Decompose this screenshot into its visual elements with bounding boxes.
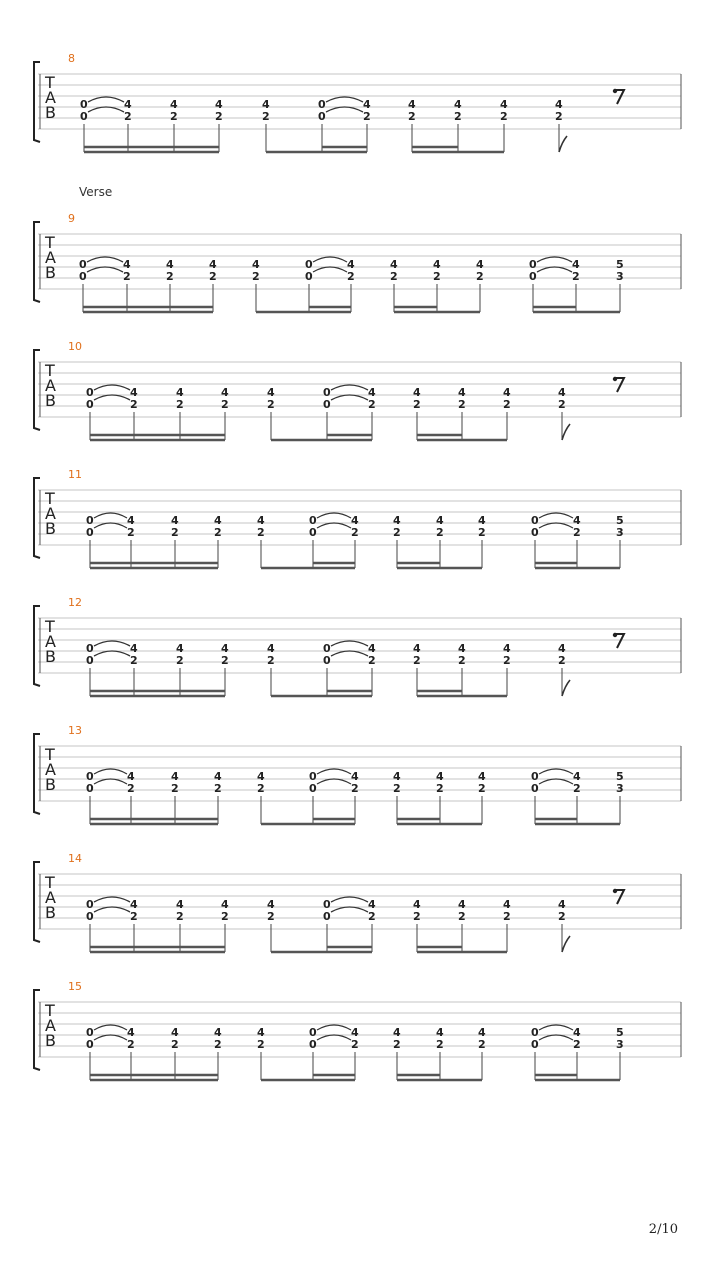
fret-number: 2 (123, 270, 131, 283)
fret-number: 2 (351, 1038, 359, 1051)
fret-number: 2 (393, 782, 401, 795)
tab-clef-letter: T (45, 745, 55, 764)
fret-number: 4 (503, 386, 511, 399)
fret-number: 2 (127, 526, 135, 539)
fret-number: 4 (436, 514, 444, 527)
fret-number: 4 (476, 258, 484, 271)
fret-number: 4 (127, 1026, 135, 1039)
fret-number: 2 (436, 782, 444, 795)
fret-number: 2 (454, 110, 462, 123)
tab-clef-letter: B (45, 263, 56, 282)
fret-number: 4 (413, 642, 421, 655)
fret-number: 4 (558, 386, 566, 399)
measure-number: 15 (68, 980, 82, 993)
fret-number: 0 (531, 782, 539, 795)
fret-number: 0 (86, 386, 94, 399)
fret-number: 4 (215, 98, 223, 111)
fret-number: 4 (214, 1026, 222, 1039)
fret-number: 0 (86, 526, 94, 539)
fret-number: 0 (86, 1026, 94, 1039)
fret-number: 3 (616, 270, 624, 283)
tab-clef-letter: T (45, 1001, 55, 1020)
fret-number: 2 (558, 398, 566, 411)
tab-clef-letter: T (45, 73, 55, 92)
fret-number: 2 (347, 270, 355, 283)
fret-number: 0 (80, 98, 88, 111)
fret-number: 4 (130, 898, 138, 911)
fret-number: 4 (558, 642, 566, 655)
fret-number: 2 (267, 910, 275, 923)
fret-number: 4 (454, 98, 462, 111)
tie-arc (94, 641, 130, 646)
fret-number: 0 (323, 898, 331, 911)
tie-arc (331, 641, 368, 646)
tab-system (34, 468, 681, 568)
fret-number: 4 (166, 258, 174, 271)
tie-arc (313, 267, 347, 272)
fret-number: 4 (413, 386, 421, 399)
fret-number: 0 (86, 398, 94, 411)
fret-number: 4 (171, 770, 179, 783)
fret-number: 0 (86, 910, 94, 923)
fret-number: 0 (323, 910, 331, 923)
tab-clef-letter: B (45, 1031, 56, 1050)
fret-number: 0 (531, 526, 539, 539)
fret-number: 2 (209, 270, 217, 283)
fret-number: 0 (86, 654, 94, 667)
fret-number: 2 (368, 398, 376, 411)
fret-number: 4 (478, 514, 486, 527)
tie-arc (94, 769, 127, 774)
fret-number: 4 (558, 898, 566, 911)
fret-number: 4 (176, 386, 184, 399)
fret-number: 4 (252, 258, 260, 271)
fret-number: 0 (323, 386, 331, 399)
fret-number: 2 (393, 526, 401, 539)
fret-number: 4 (368, 898, 376, 911)
systems-layer (34, 52, 681, 1080)
fret-number: 2 (166, 270, 174, 283)
fret-number: 2 (558, 910, 566, 923)
tab-clef-letter: B (45, 391, 56, 410)
fret-number: 4 (171, 514, 179, 527)
fret-number: 2 (503, 398, 511, 411)
measure-number: 11 (68, 468, 82, 481)
fret-number: 2 (127, 1038, 135, 1051)
tab-clef-letter: A (45, 248, 56, 267)
measure-number: 14 (68, 852, 82, 865)
tie-arc (94, 907, 130, 912)
fret-number: 2 (573, 526, 581, 539)
measure-number: 8 (68, 52, 75, 65)
fret-number: 5 (616, 514, 624, 527)
fret-number: 2 (171, 526, 179, 539)
fret-number: 2 (262, 110, 270, 123)
fret-number: 4 (257, 1026, 265, 1039)
fret-number: 4 (433, 258, 441, 271)
tab-clef-letter: A (45, 88, 56, 107)
fret-number: 2 (408, 110, 416, 123)
fret-number: 2 (572, 270, 580, 283)
fret-number: 4 (267, 642, 275, 655)
tie-arc (326, 107, 363, 112)
fret-number: 2 (478, 1038, 486, 1051)
fret-number: 0 (309, 514, 317, 527)
fret-number: 4 (368, 642, 376, 655)
fret-number: 4 (176, 898, 184, 911)
measure-number: 12 (68, 596, 82, 609)
fret-number: 0 (531, 770, 539, 783)
fret-number: 2 (433, 270, 441, 283)
fret-number: 4 (436, 1026, 444, 1039)
tab-system (34, 596, 681, 696)
fret-number: 0 (323, 398, 331, 411)
fret-number: 4 (458, 642, 466, 655)
fret-number: 4 (127, 514, 135, 527)
fret-number: 2 (413, 654, 421, 667)
fret-number: 4 (351, 770, 359, 783)
fret-number: 5 (616, 770, 624, 783)
eighth-flag (562, 424, 570, 440)
fret-number: 2 (124, 110, 132, 123)
fret-number: 2 (390, 270, 398, 283)
eighth-rest-dot (613, 633, 617, 637)
fret-number: 2 (555, 110, 563, 123)
fret-number: 4 (390, 258, 398, 271)
tie-arc (537, 257, 572, 262)
fret-number: 0 (309, 1026, 317, 1039)
tie-arc (87, 257, 123, 262)
tie-arc (326, 97, 363, 102)
fret-number: 2 (170, 110, 178, 123)
tie-arc (537, 267, 572, 272)
fret-number: 2 (221, 398, 229, 411)
tie-arc (331, 395, 368, 400)
fret-number: 4 (176, 642, 184, 655)
fret-number: 2 (257, 1038, 265, 1051)
fret-number: 2 (127, 782, 135, 795)
tab-clef-letter: A (45, 376, 56, 395)
fret-number: 2 (500, 110, 508, 123)
tab-system (34, 852, 681, 952)
eighth-flag (562, 680, 570, 696)
fret-number: 2 (267, 654, 275, 667)
fret-number: 2 (503, 910, 511, 923)
fret-number: 4 (436, 770, 444, 783)
fret-number: 4 (127, 770, 135, 783)
fret-number: 4 (351, 1026, 359, 1039)
eighth-flag (562, 936, 570, 952)
tie-arc (317, 1035, 351, 1040)
tab-clef-letter: A (45, 632, 56, 651)
fret-number: 4 (413, 898, 421, 911)
fret-number: 2 (351, 782, 359, 795)
fret-number: 2 (363, 110, 371, 123)
fret-number: 4 (573, 514, 581, 527)
tie-arc (539, 1025, 573, 1030)
fret-number: 4 (171, 1026, 179, 1039)
tab-clef-letter: B (45, 647, 56, 666)
fret-number: 0 (79, 270, 87, 283)
tie-arc (317, 769, 351, 774)
fret-number: 2 (573, 782, 581, 795)
fret-number: 2 (214, 526, 222, 539)
fret-number: 0 (309, 782, 317, 795)
fret-number: 2 (257, 782, 265, 795)
tab-system (34, 52, 681, 152)
fret-number: 4 (351, 514, 359, 527)
eighth-rest-dot (613, 89, 617, 93)
eighth-rest-dot (613, 377, 617, 381)
fret-number: 0 (305, 258, 313, 271)
eighth-rest-dot (613, 889, 617, 893)
fret-number: 4 (221, 898, 229, 911)
fret-number: 2 (503, 654, 511, 667)
tab-system (34, 980, 681, 1080)
fret-number: 4 (170, 98, 178, 111)
fret-number: 0 (86, 898, 94, 911)
tie-arc (94, 651, 130, 656)
fret-number: 0 (305, 270, 313, 283)
fret-number: 4 (572, 258, 580, 271)
fret-number: 0 (80, 110, 88, 123)
tab-clef-letter: B (45, 903, 56, 922)
fret-number: 0 (531, 1026, 539, 1039)
tie-arc (313, 257, 347, 262)
fret-number: 4 (267, 898, 275, 911)
fret-number: 2 (257, 526, 265, 539)
fret-number: 4 (214, 770, 222, 783)
fret-number: 2 (221, 910, 229, 923)
fret-number: 2 (252, 270, 260, 283)
fret-number: 0 (531, 514, 539, 527)
fret-number: 2 (215, 110, 223, 123)
fret-number: 4 (503, 642, 511, 655)
fret-number: 4 (478, 770, 486, 783)
tie-arc (94, 395, 130, 400)
fret-number: 2 (171, 1038, 179, 1051)
fret-number: 2 (267, 398, 275, 411)
fret-number: 2 (413, 910, 421, 923)
fret-number: 0 (86, 514, 94, 527)
tie-arc (539, 769, 573, 774)
fret-number: 0 (529, 258, 537, 271)
fret-number: 0 (86, 770, 94, 783)
fret-number: 0 (86, 1038, 94, 1051)
fret-number: 3 (616, 1038, 624, 1051)
fret-number: 2 (171, 782, 179, 795)
fret-number: 5 (616, 258, 624, 271)
fret-number: 4 (500, 98, 508, 111)
fret-number: 3 (616, 782, 624, 795)
fret-number: 0 (323, 654, 331, 667)
tab-clef-letter: T (45, 489, 55, 508)
tie-arc (539, 523, 573, 528)
tab-clef-letter: T (45, 873, 55, 892)
tie-arc (94, 1025, 127, 1030)
tab-clef-letter: A (45, 504, 56, 523)
fret-number: 0 (531, 1038, 539, 1051)
fret-number: 0 (86, 782, 94, 795)
tab-system (34, 212, 681, 312)
fret-number: 4 (267, 386, 275, 399)
tie-arc (317, 523, 351, 528)
fret-number: 2 (393, 1038, 401, 1051)
fret-number: 2 (458, 654, 466, 667)
tie-arc (88, 107, 124, 112)
fret-number: 0 (79, 258, 87, 271)
fret-number: 4 (573, 770, 581, 783)
fret-number: 0 (309, 526, 317, 539)
fret-number: 2 (221, 654, 229, 667)
fret-number: 4 (130, 642, 138, 655)
tab-clef-letter: T (45, 361, 55, 380)
tie-arc (317, 779, 351, 784)
fret-number: 4 (221, 386, 229, 399)
tie-arc (331, 385, 368, 390)
fret-number: 0 (529, 270, 537, 283)
fret-number: 4 (555, 98, 563, 111)
tab-clef-letter: B (45, 775, 56, 794)
tie-arc (94, 897, 130, 902)
fret-number: 4 (363, 98, 371, 111)
tie-arc (331, 897, 368, 902)
tie-arc (539, 779, 573, 784)
fret-number: 2 (436, 1038, 444, 1051)
fret-number: 2 (351, 526, 359, 539)
fret-number: 0 (86, 642, 94, 655)
tie-arc (317, 1025, 351, 1030)
fret-number: 2 (176, 654, 184, 667)
fret-number: 2 (413, 398, 421, 411)
tie-arc (87, 267, 123, 272)
fret-number: 0 (323, 642, 331, 655)
measure-number: 13 (68, 724, 82, 737)
fret-number: 4 (130, 386, 138, 399)
fret-number: 4 (458, 386, 466, 399)
tab-system (34, 340, 681, 440)
fret-number: 4 (503, 898, 511, 911)
fret-number: 2 (458, 910, 466, 923)
tie-arc (539, 513, 573, 518)
measure-number: 9 (68, 212, 75, 225)
tie-arc (94, 385, 130, 390)
tie-arc (94, 523, 127, 528)
tab-clef-letter: A (45, 888, 56, 907)
tab-clef-letter: B (45, 519, 56, 538)
tab-system (34, 724, 681, 824)
fret-number: 2 (478, 782, 486, 795)
fret-number: 0 (309, 770, 317, 783)
fret-number: 2 (368, 654, 376, 667)
fret-number: 4 (214, 514, 222, 527)
fret-number: 4 (221, 642, 229, 655)
fret-number: 4 (368, 386, 376, 399)
fret-number: 4 (478, 1026, 486, 1039)
fret-number: 2 (436, 526, 444, 539)
fret-number: 2 (478, 526, 486, 539)
fret-number: 4 (257, 770, 265, 783)
fret-number: 4 (408, 98, 416, 111)
tie-arc (539, 1035, 573, 1040)
fret-number: 4 (573, 1026, 581, 1039)
fret-number: 4 (393, 770, 401, 783)
fret-number: 4 (393, 514, 401, 527)
fret-number: 4 (257, 514, 265, 527)
fret-number: 4 (262, 98, 270, 111)
fret-number: 5 (616, 1026, 624, 1039)
fret-number: 2 (214, 782, 222, 795)
fret-number: 2 (130, 654, 138, 667)
tab-clef-letter: B (45, 103, 56, 122)
fret-number: 3 (616, 526, 624, 539)
tie-arc (331, 651, 368, 656)
tab-clef-letter: A (45, 1016, 56, 1035)
fret-number: 4 (123, 258, 131, 271)
fret-number: 0 (309, 1038, 317, 1051)
tie-arc (88, 97, 124, 102)
fret-number: 2 (368, 910, 376, 923)
fret-number: 4 (209, 258, 217, 271)
eighth-flag (559, 136, 567, 152)
fret-number: 4 (124, 98, 132, 111)
tab-clef-letter: A (45, 760, 56, 779)
fret-number: 2 (573, 1038, 581, 1051)
tie-arc (94, 779, 127, 784)
section-label-verse: Verse (79, 185, 113, 199)
fret-number: 0 (318, 110, 326, 123)
tab-clef-letter: T (45, 233, 55, 252)
fret-number: 2 (476, 270, 484, 283)
fret-number: 2 (558, 654, 566, 667)
fret-number: 0 (318, 98, 326, 111)
page-number: 2/10 (648, 1222, 678, 1237)
tab-clef-letter: T (45, 617, 55, 636)
tie-arc (331, 907, 368, 912)
fret-number: 2 (130, 910, 138, 923)
fret-number: 4 (347, 258, 355, 271)
tie-arc (94, 1035, 127, 1040)
fret-number: 4 (393, 1026, 401, 1039)
fret-number: 2 (214, 1038, 222, 1051)
tie-arc (317, 513, 351, 518)
fret-number: 2 (130, 398, 138, 411)
fret-number: 4 (458, 898, 466, 911)
tie-arc (94, 513, 127, 518)
measure-number: 10 (68, 340, 82, 353)
fret-number: 2 (176, 910, 184, 923)
fret-number: 2 (458, 398, 466, 411)
fret-number: 2 (176, 398, 184, 411)
